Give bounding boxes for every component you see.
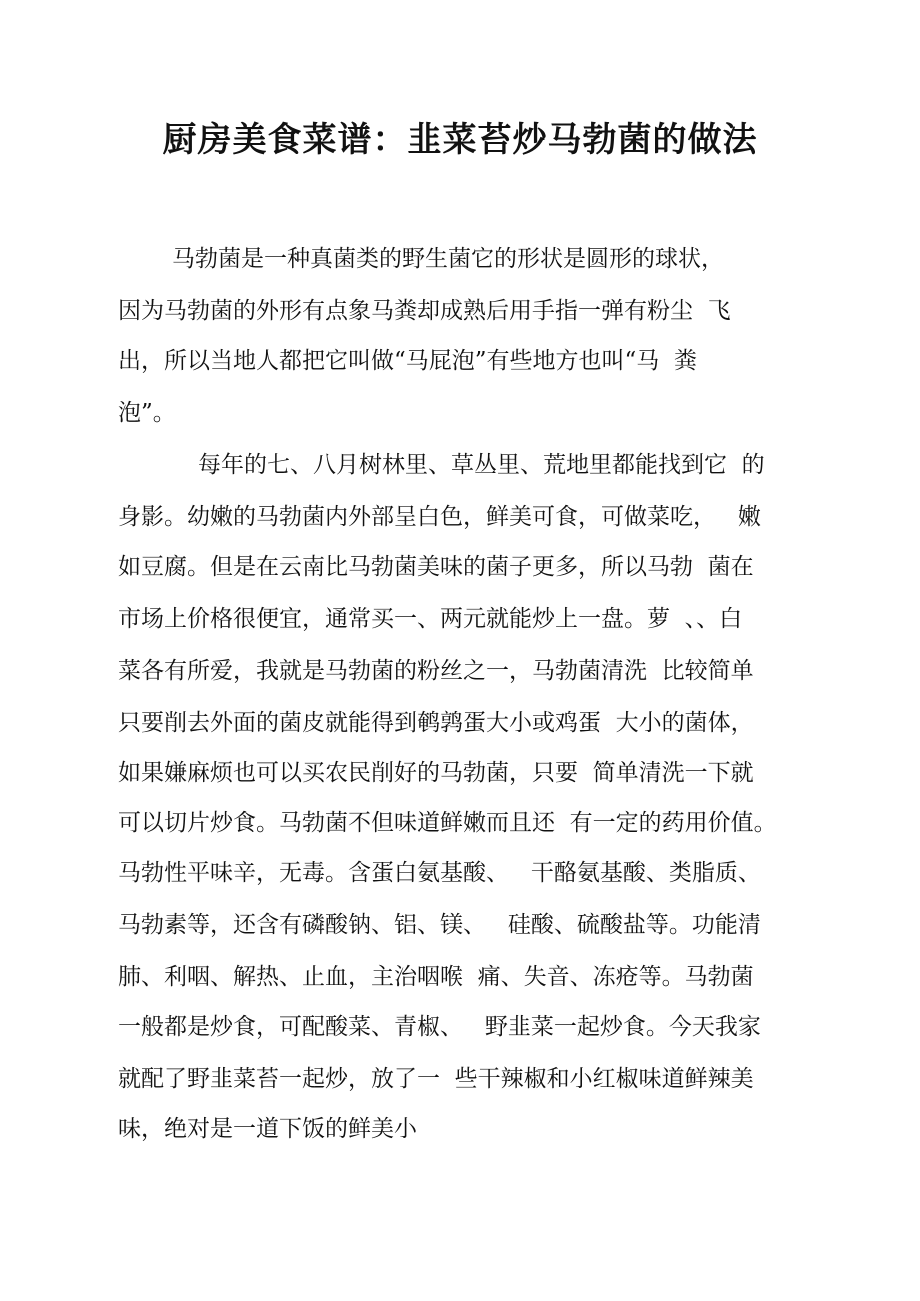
paragraph-2-line-2: 身影。幼嫩的马勃菌内外部呈白色，鲜美可食，可做菜吃， 嫩 bbox=[118, 504, 761, 530]
paragraph-2-line-14: 味，绝对是一道下饭的鲜美小 bbox=[118, 1116, 417, 1142]
paragraph-1-line-1: 马勃菌是一种真菌类的野生菌它的形状是圆形的球状， bbox=[172, 246, 724, 272]
paragraph-2-line-10: 马勃素等，还含有磷酸钠、铝、镁、 硅酸、硫酸盐等。功能清 bbox=[118, 912, 761, 938]
paragraph-2-line-8: 可以切片炒食。马勃菌不但味道鲜嫩而且还 有一定的药用价值。 bbox=[118, 810, 777, 836]
paragraph-2-line-6: 只要削去外面的菌皮就能得到鹌鹑蛋大小或鸡蛋 大小的菌体， bbox=[118, 710, 754, 736]
paragraph-1-line-2: 因为马勃菌的外形有点象马粪却成熟后用手指一弹有粉尘 飞 bbox=[118, 298, 731, 324]
paragraph-2-line-3: 如豆腐。但是在云南比马勃菌美味的菌子更多，所以马勃 菌在 bbox=[118, 554, 754, 580]
paragraph-2-line-11: 肺、利咽、解热、止血，主治咽喉 痛、失音、冻疮等。马勃菌 bbox=[118, 964, 754, 990]
paragraph-2-line-4: 市场上价格很便宜，通常买一、两元就能炒上一盘。萝 、、白 bbox=[118, 606, 743, 632]
paragraph-2-line-5: 菜各有所爱，我就是马勃菌的粉丝之一，马勃菌清洗 比较简单 bbox=[118, 658, 754, 684]
paragraph-2-line-7: 如果嫌麻烦也可以买农民削好的马勃菌，只要 简单清洗一下就 bbox=[118, 760, 754, 786]
paragraph-1-line-4: 泡”。 bbox=[118, 400, 176, 426]
page-title: 厨房美食菜谱：韭菜苔炒马勃菌的做法 bbox=[162, 120, 758, 160]
paragraph-1-line-3: 出，所以当地人都把它叫做“马屁泡”有些地方也叫“马 粪 bbox=[118, 348, 697, 374]
paragraph-2-line-1: 每年的七、八月树林里、草丛里、荒地里都能找到它 的 bbox=[198, 452, 765, 478]
paragraph-2-line-12: 一般都是炒食，可配酸菜、青椒、 野韭菜一起炒食。今天我家 bbox=[118, 1014, 761, 1040]
paragraph-2-line-13: 就配了野韭菜苔一起炒，放了一 些干辣椒和小红椒味道鲜辣美 bbox=[118, 1066, 754, 1092]
paragraph-2-line-9: 马勃性平味辛，无毒。含蛋白氨基酸、 干酪氨基酸、类脂质、 bbox=[118, 860, 761, 886]
